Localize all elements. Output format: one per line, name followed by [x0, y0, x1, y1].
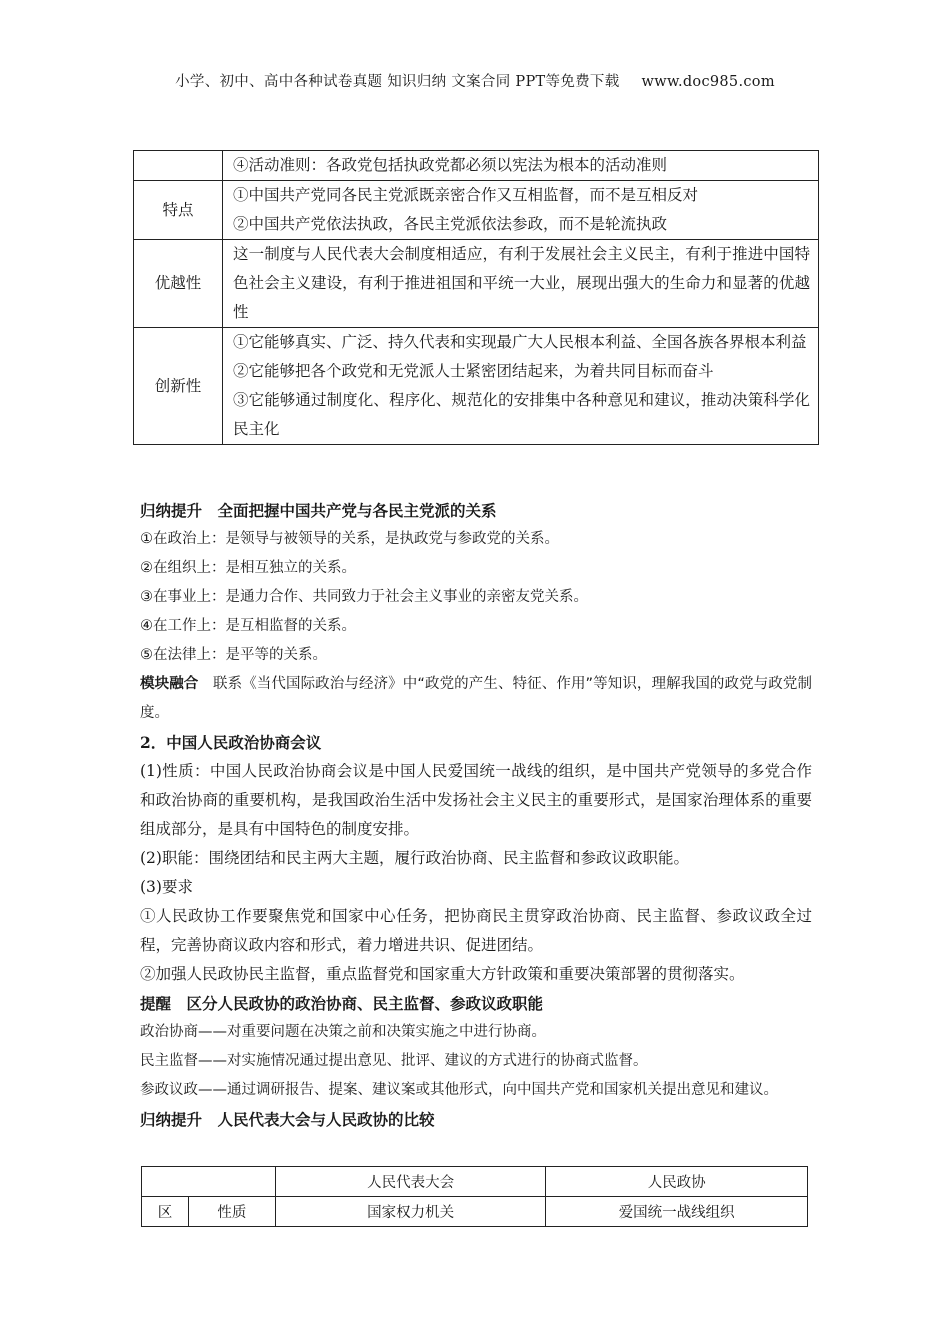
- summary1-item: ④在工作上：是互相监督的关系。: [140, 618, 356, 634]
- section2-req-title: (3)要求: [140, 878, 193, 896]
- content-line: ①它能够真实、广泛、持久代表和实现最广大人民根本利益、全国各族各界根本利益: [233, 333, 807, 351]
- cppcc-cell: 爱国统一战线组织: [546, 1197, 808, 1227]
- table-row: [134, 151, 819, 181]
- row-content: [223, 181, 819, 240]
- module-paragraph: [140, 670, 812, 728]
- summary1-item: ①在政治上：是领导与被领导的关系，是执政党与参政党的关系。: [140, 531, 559, 547]
- section2-nature: (1)性质：中国人民政治协商会议是中国人民爱国统一战线的组织，是中国共产党领导的多党合作和政治协商的重要机构，是我国政治生活中发扬社会主义民主的重要形式，是国家治理体系的重要组成部分，是具有中国特色的制度安排。: [140, 762, 812, 838]
- content-line: ②它能够把各个政党和无党派人士紧密团结起来，为着共同目标而奋斗: [233, 362, 714, 380]
- section2-req2: ②加强人民政协民主监督，重点监督党和国家重大方针政策和重要决策部署的贯彻落实。: [140, 965, 745, 983]
- group-cell: 区: [142, 1197, 189, 1227]
- party-system-table: [133, 150, 819, 445]
- header-cell-empty: [142, 1167, 276, 1197]
- reminder-item: 政治协商——对重要问题在决策之前和决策实施之中进行协商。: [140, 1024, 546, 1040]
- row-label: 优越性: [134, 240, 223, 328]
- content-line: ②中国共产党依法执政，各民主党派依法参政，而不是轮流执政: [233, 215, 668, 233]
- summary1-item: ⑤在法律上：是平等的关系。: [140, 647, 327, 663]
- summary1-item: ③在事业上：是通力合作、共同致力于社会主义事业的亲密友党关系。: [140, 589, 588, 605]
- item-cell: 性质: [188, 1197, 275, 1227]
- module-title: 模块融合: [140, 676, 199, 692]
- section2-title: 2．中国人民政治协商会议: [140, 733, 322, 752]
- section2-req1: ①人民政协工作要聚焦党和国家中心任务，把协商民主贯穿政治协商、民主监督、参政议政全过程，完善协商议政内容和形式，着力增进共识、促进团结。: [140, 907, 812, 954]
- table-header-row: [142, 1167, 808, 1197]
- table-row: [134, 240, 819, 328]
- summary2-title: 归纳提升 人民代表大会与人民政协的比较: [140, 1110, 435, 1129]
- table-row: [134, 181, 819, 240]
- content-line: ③它能够通过制度化、程序化、规范化的安排集中各种意见和建议，推动决策科学化民主化: [233, 391, 810, 438]
- summary1-title: 归纳提升 全面把握中国共产党与各民主党派的关系: [140, 501, 497, 520]
- table-row: [142, 1197, 808, 1227]
- row-label: 特点: [134, 181, 223, 240]
- body-text: [140, 496, 812, 1134]
- reminder-title: 提醒 区分人民政协的政治协商、民主监督、参政议政职能: [140, 994, 544, 1013]
- reminder-item: 参政议政——通过调研报告、提案、建议案或其他形式，向中国共产党和国家机关提出意见和建议。: [140, 1082, 778, 1098]
- header-site: www.doc985.com: [641, 74, 775, 90]
- row-content: [223, 240, 819, 328]
- table-row: [134, 328, 819, 445]
- content-line: ①中国共产党同各民主党派既亲密合作又互相监督，而不是互相反对: [233, 186, 699, 204]
- section2-function: (2)职能：围绕团结和民主两大主题，履行政治协商、民主监督和参政议政职能。: [140, 849, 689, 867]
- header-cell-cppcc: 人民政协: [546, 1167, 808, 1197]
- header-cell-npc: 人民代表大会: [275, 1167, 546, 1197]
- page-header: [0, 70, 950, 91]
- row-label: 创新性: [134, 328, 223, 445]
- row-content: [223, 328, 819, 445]
- comparison-table: [141, 1166, 808, 1227]
- content-line: ④活动准则：各政党包括执政党都必须以宪法为根本的活动准则: [233, 156, 668, 174]
- npc-cell: 国家权力机关: [275, 1197, 546, 1227]
- row-label: [134, 151, 223, 181]
- module-text: 联系《当代国际政治与经济》中“政党的产生、特征、作用”等知识，理解我国的政党与政党制度。: [140, 676, 813, 721]
- content-line: 这一制度与人民代表大会制度相适应，有利于发展社会主义民主，有利于推进中国特色社会主义建设，有利于推进祖国和平统一大业，展现出强大的生命力和显著的优越性: [233, 245, 810, 321]
- row-content: [223, 151, 819, 181]
- reminder-item: 民主监督——对实施情况通过提出意见、批评、建议的方式进行的协商式监督。: [140, 1053, 648, 1069]
- header-text: 小学、初中、高中各种试卷真题 知识归纳 文案合同 PPT等免费下载: [175, 74, 620, 90]
- summary1-item: ②在组织上：是相互独立的关系。: [140, 560, 356, 576]
